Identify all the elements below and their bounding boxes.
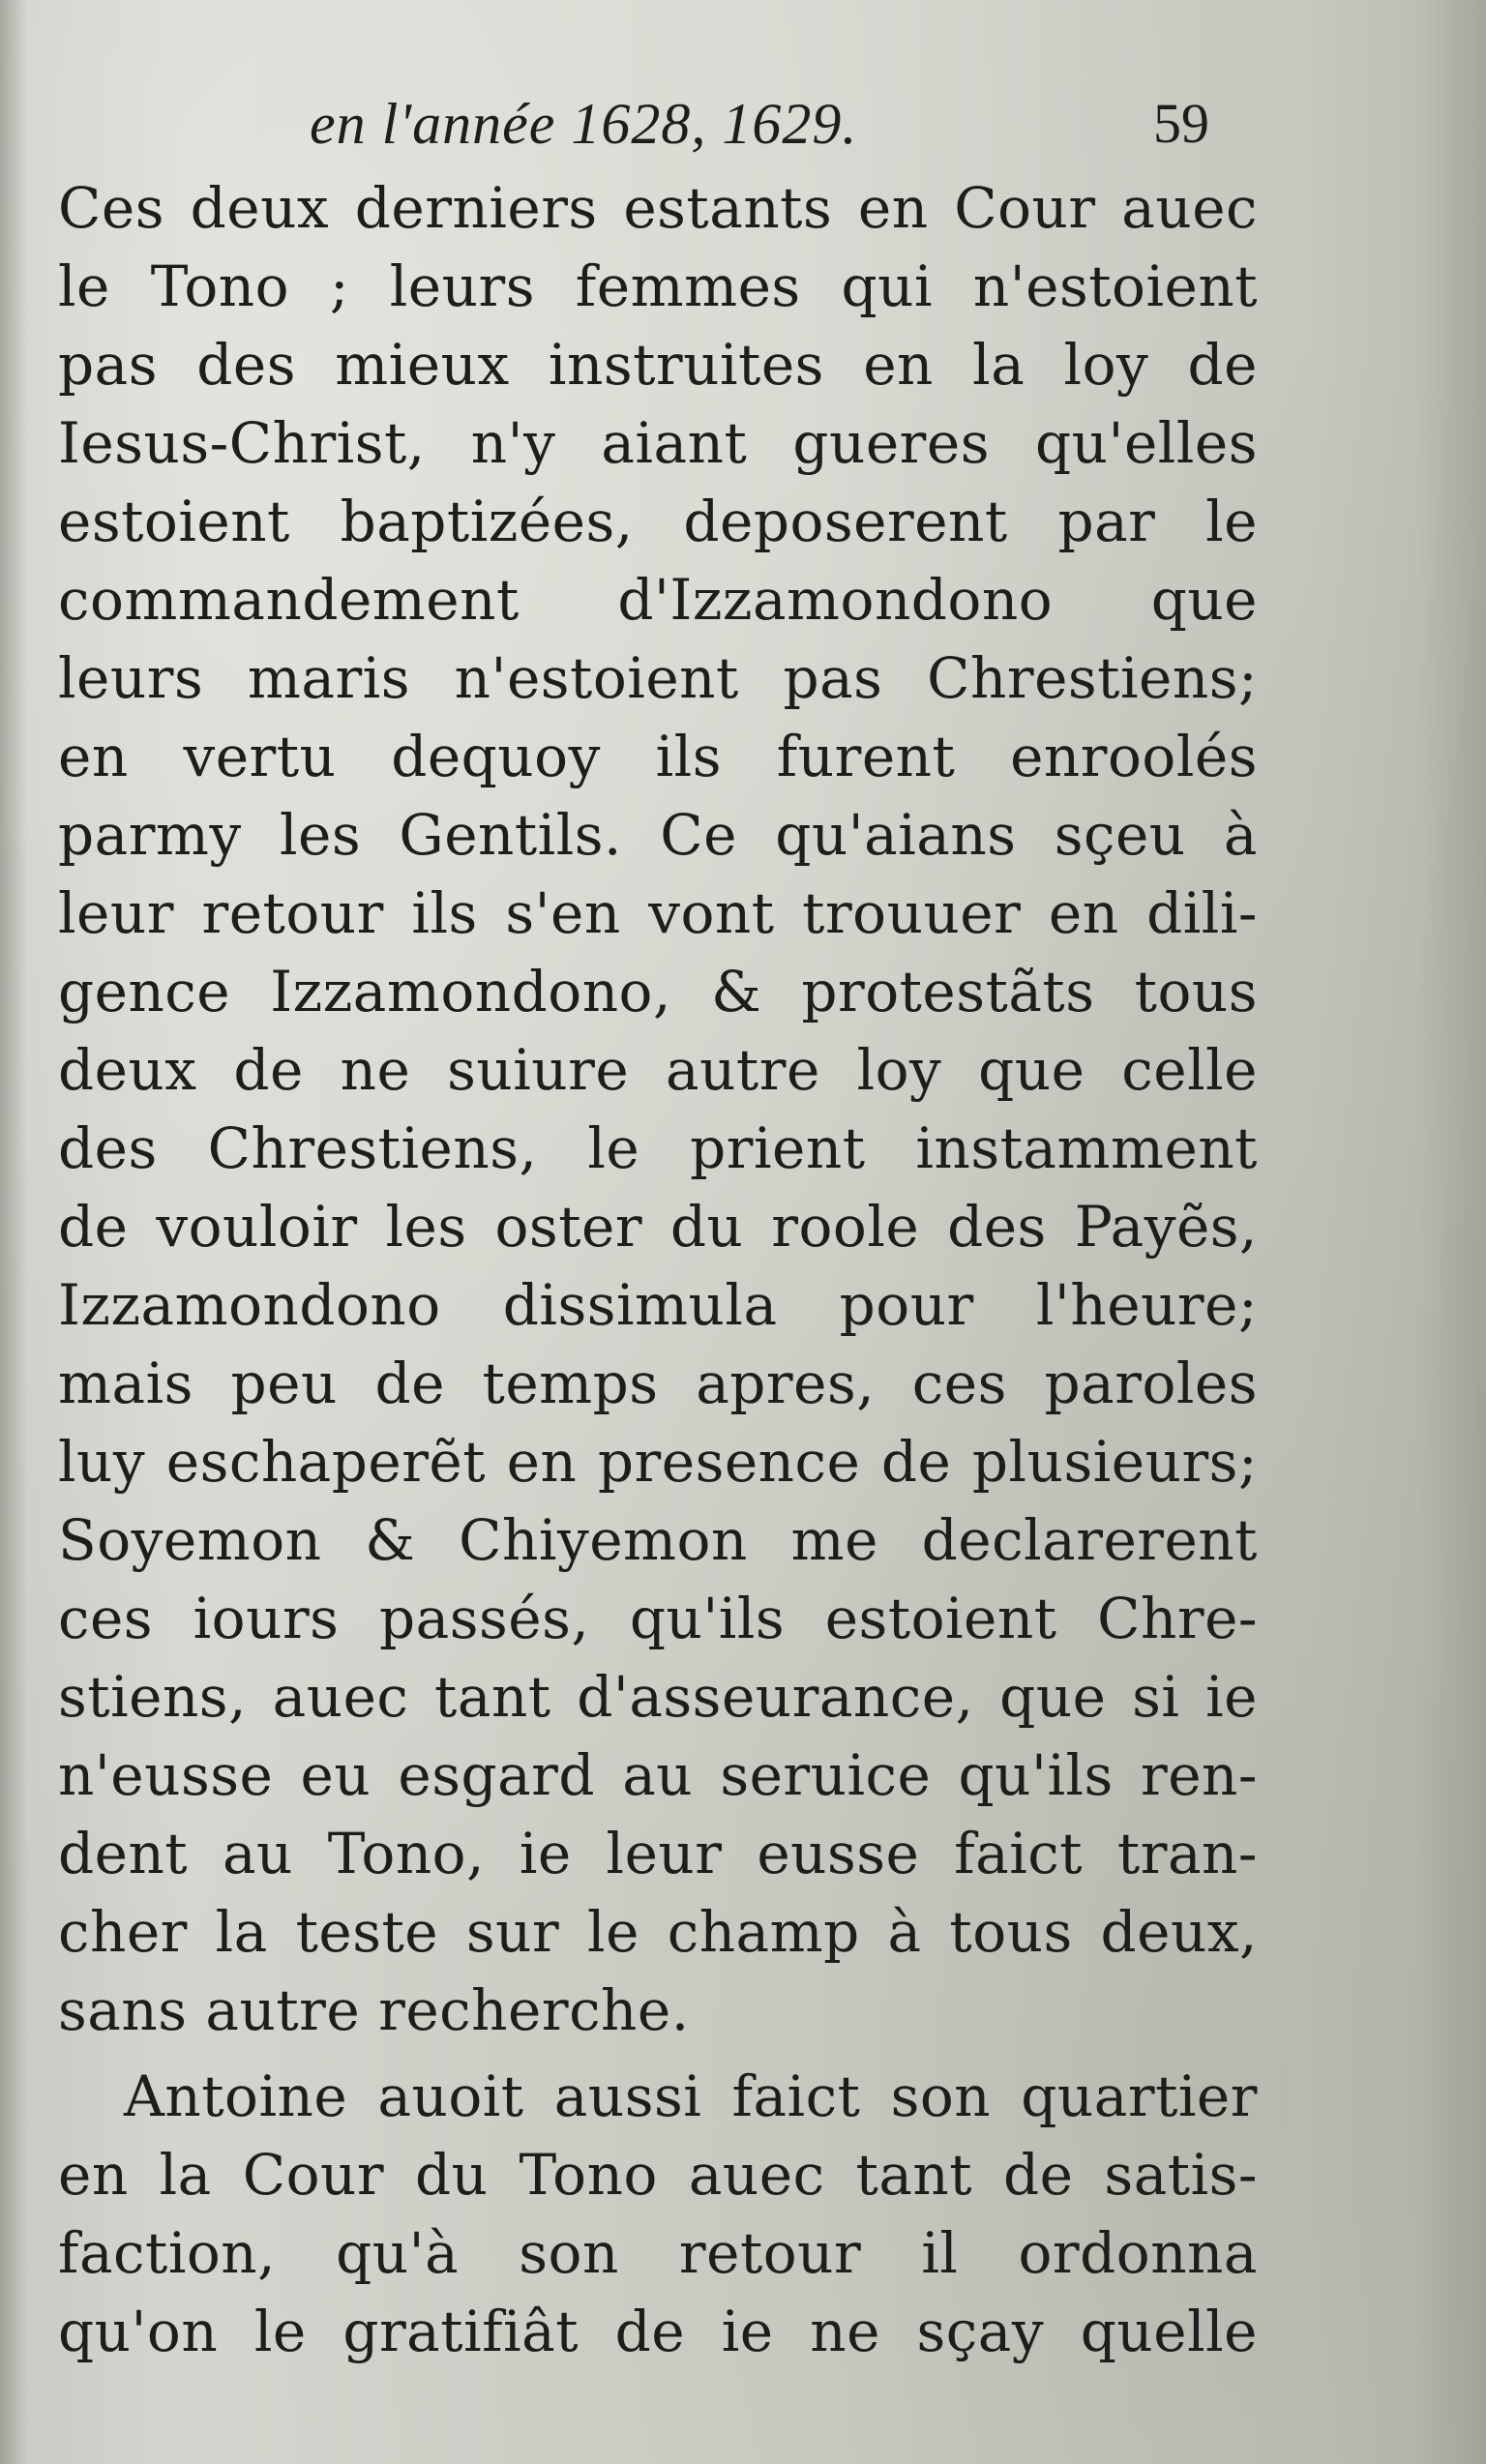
text-line: deux de ne suiure autre loy que celle xyxy=(58,1037,1258,1103)
text-line: pas des mieux instruites en la loy de xyxy=(58,332,1258,398)
page-number: 59 xyxy=(1153,92,1209,155)
paragraph xyxy=(58,2058,1258,2371)
text-line: luy eschaperẽt en presence de plusieurs; xyxy=(58,1429,1258,1495)
text-line: en vertu dequoy ils furent enroolés xyxy=(58,724,1258,789)
text-line: n'eusse eu esgard au seruice qu'ils ren- xyxy=(58,1742,1258,1808)
text-line: leur retour ils s'en vont trouuer en dili- xyxy=(58,880,1258,946)
text-line: dent au Tono, ie leur eusse faict tran- xyxy=(58,1821,1258,1886)
text-line: le Tono ; leurs femmes qui n'estoient xyxy=(58,253,1258,319)
text-line: gence Izzamondono, & protestãts tous xyxy=(58,959,1258,1024)
text-line: Izzamondono dissimula pour l'heure; xyxy=(58,1272,1258,1338)
text-line: sans autre recherche. xyxy=(58,1977,690,2043)
body-text xyxy=(58,169,1258,2371)
text-line: qu'on le gratifiât de ie ne sçay quelle xyxy=(58,2299,1258,2364)
text-line: estoient baptizées, deposerent par le xyxy=(58,489,1258,554)
text-line: des Chrestiens, le prient instamment xyxy=(58,1115,1258,1181)
text-line: parmy les Gentils. Ce qu'aians sçeu à xyxy=(58,802,1258,868)
text-line: stiens, auec tant d'asseurance, que si ie xyxy=(58,1664,1258,1730)
text-line: mais peu de temps apres, ces paroles xyxy=(58,1351,1258,1416)
page-edge xyxy=(1418,0,1486,2464)
paragraph xyxy=(58,169,1258,2050)
text-line: Ces deux derniers estants en Cour auec xyxy=(58,175,1258,241)
text-line: cher la teste sur le champ à tous deux, xyxy=(58,1899,1258,1965)
text-line: leurs maris n'estoient pas Chrestiens; xyxy=(58,645,1258,711)
text-line: Iesus-Christ, n'y aiant gueres qu'elles xyxy=(58,410,1258,476)
page-header xyxy=(0,85,1486,163)
text-line: Antoine auoit aussi faict son quartier xyxy=(124,2063,1258,2129)
text-line: faction, qu'à son retour il ordonna xyxy=(58,2220,1258,2286)
gutter-shadow xyxy=(0,0,27,2464)
text-line: Soyemon & Chiyemon me declarerent xyxy=(58,1507,1258,1573)
paragraph-gap xyxy=(58,2050,1258,2058)
text-line: ces iours passés, qu'ils estoient Chre- xyxy=(58,1586,1258,1651)
running-head: en l'année 1628, 1629. xyxy=(310,92,858,156)
text-line: commandement d'Izzamondono que xyxy=(58,567,1258,633)
text-line: de vouloir les oster du roole des Payẽs, xyxy=(58,1194,1258,1260)
text-line: en la Cour du Tono auec tant de satis- xyxy=(58,2142,1258,2208)
